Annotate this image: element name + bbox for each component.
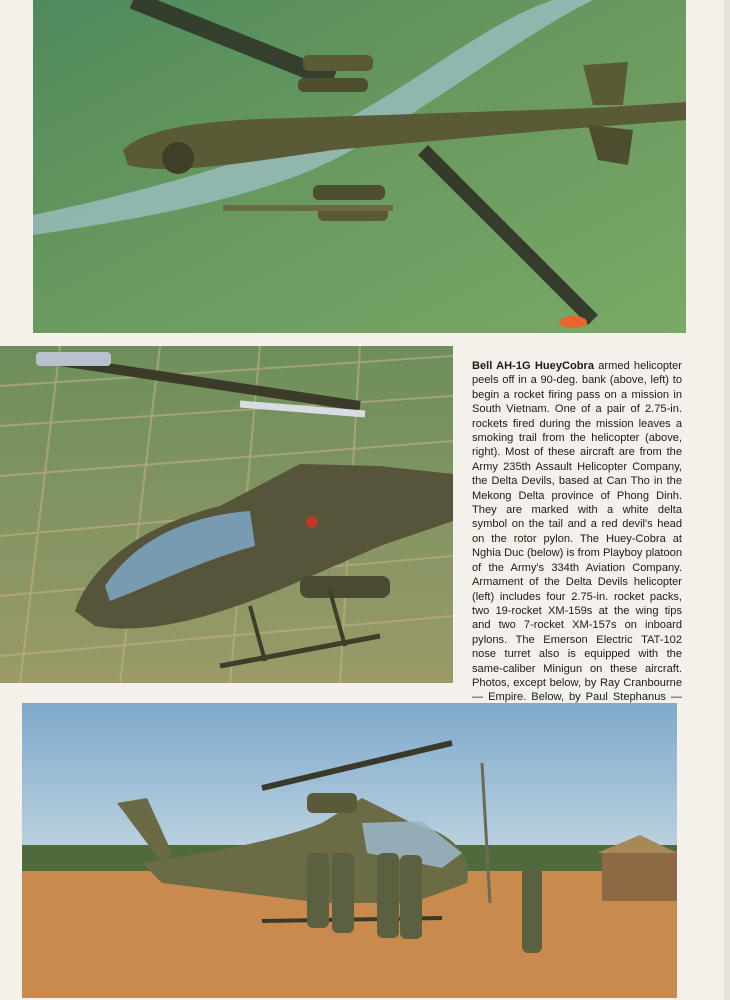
photo-banking-helicopter — [33, 0, 686, 333]
photo-huey-cobra-closeup — [0, 346, 453, 683]
page-edge — [724, 0, 730, 1000]
photo-caption — [472, 359, 682, 719]
photo-grounded-helicopter — [22, 703, 677, 998]
caption-body: armed helicopter peels off in a 90-deg. bank (above, left) to begin a rocket firing pass on a mission in South Vietnam. One of a pair of 2.75-in. rockets fired during the mission leaves a smoking trail from the helicopter (above, right). Most of these aircraft are from the Army 235th Assault Helicopter Company, the Delta Devils, based at Can Tho in the Mekong Delta province of Phong Dinh. They are marked with a white delta symbol on the tail and a red devil's head on the rotor pylon. The Huey-Cobra at Nghia Duc (below) is from Playboy platoon of the Army's 334th Aviation Company. Armament of the Delta Devils helicopter (left) includes four 2.75-in. rocket packs, two 19-rocket XM-159s at the wing tips and two 7-rocket XM-157s on inboard pylons. The Emerson Electric TAT-102 nose turret also is equipped with the same-caliber Minigun on these aircraft. Photos, except below, by Ray Cranbourne — Empire. Below, by Paul Stephanus — — [472, 360, 683, 704]
caption-lead: Bell AH-1G HueyCobra — [472, 360, 595, 372]
